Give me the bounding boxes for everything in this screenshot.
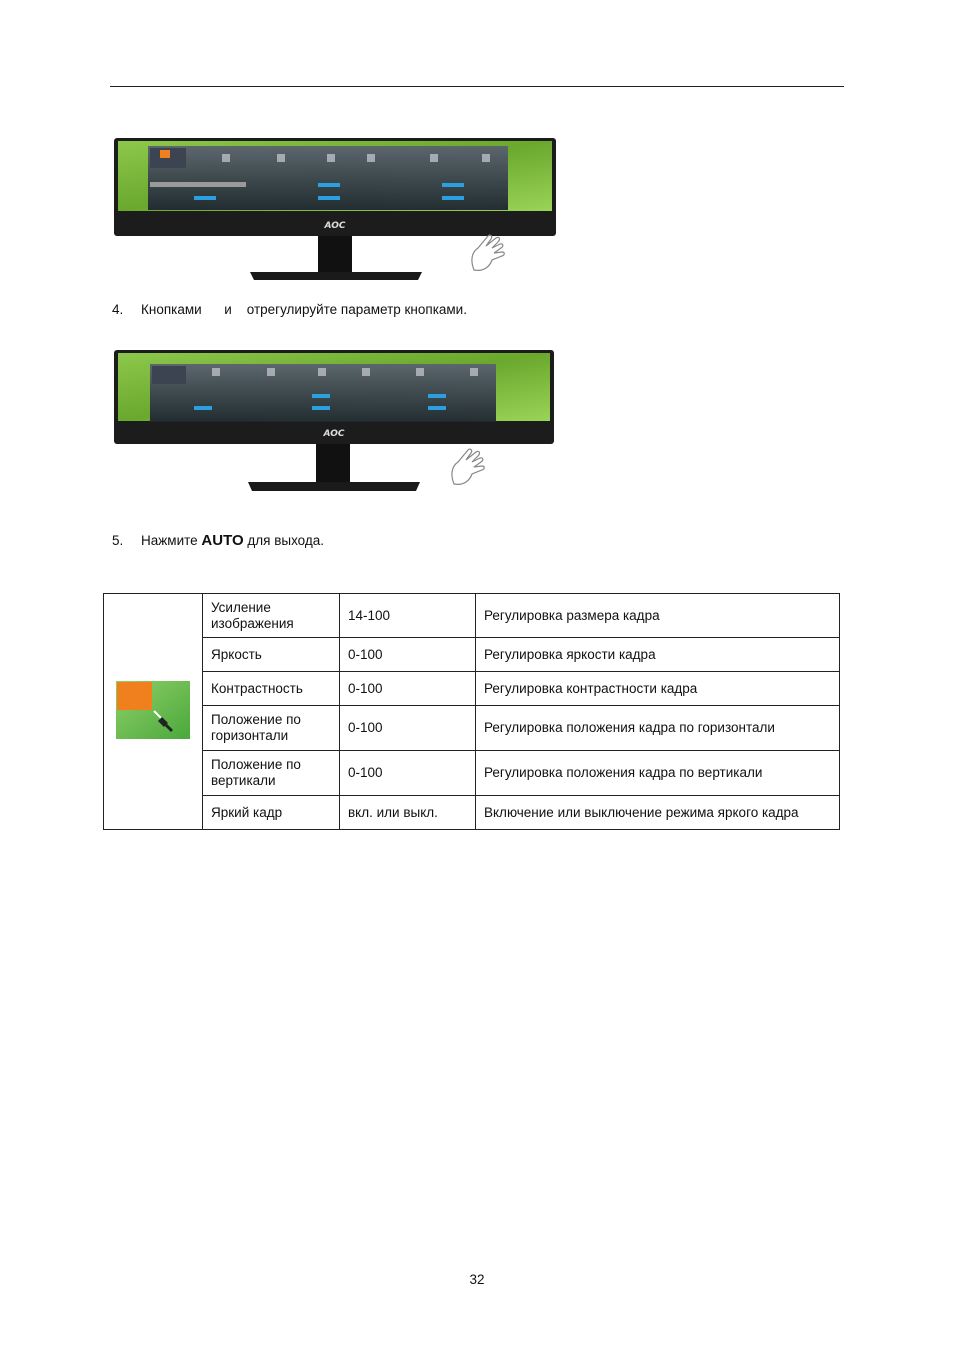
row-name: Положение по горизонтали (203, 706, 340, 751)
table-icon-cell (104, 594, 203, 830)
step-5: 5. Нажмите AUTO для выхода. (112, 532, 325, 549)
monitor-logo: AOC (324, 221, 346, 231)
row-desc: Регулировка яркости кадра (476, 638, 840, 672)
table-row (104, 751, 840, 796)
row-name: Контрастность (203, 672, 340, 706)
monitor-logo: AOC (323, 429, 345, 439)
monitor-osd-image-2 (112, 350, 558, 498)
row-name: Усиление изображения (203, 594, 340, 638)
hand-pointer-icon (466, 230, 510, 276)
table-row (104, 672, 840, 706)
row-name: Яркость (203, 638, 340, 672)
table-row (104, 638, 840, 672)
row-range: 0-100 (340, 638, 476, 672)
page-number: 32 (469, 1272, 485, 1287)
row-desc: Регулировка положения кадра по вертикали (476, 751, 840, 796)
row-range: 0-100 (340, 706, 476, 751)
step-4: 4. Кнопками и отрегулируйте параметр кнопками. (112, 302, 467, 317)
row-desc: Включение или выключение режима яркого кадра (476, 796, 840, 830)
row-name: Положение по вертикали (203, 751, 340, 796)
row-range: вкл. или выкл. (340, 796, 476, 830)
row-desc: Регулировка размера кадра (476, 594, 840, 638)
picture-boost-icon (116, 681, 190, 739)
row-range: 0-100 (340, 672, 476, 706)
settings-table (103, 593, 840, 830)
row-name: Яркий кадр (203, 796, 340, 830)
row-desc: Регулировка контрастности кадра (476, 672, 840, 706)
table-row (104, 706, 840, 751)
table-row (104, 594, 840, 638)
table-row (104, 796, 840, 830)
header-rule (110, 86, 844, 87)
row-range: 14-100 (340, 594, 476, 638)
row-range: 0-100 (340, 751, 476, 796)
row-desc: Регулировка положения кадра по горизонтали (476, 706, 840, 751)
hand-pointer-icon (446, 444, 490, 490)
